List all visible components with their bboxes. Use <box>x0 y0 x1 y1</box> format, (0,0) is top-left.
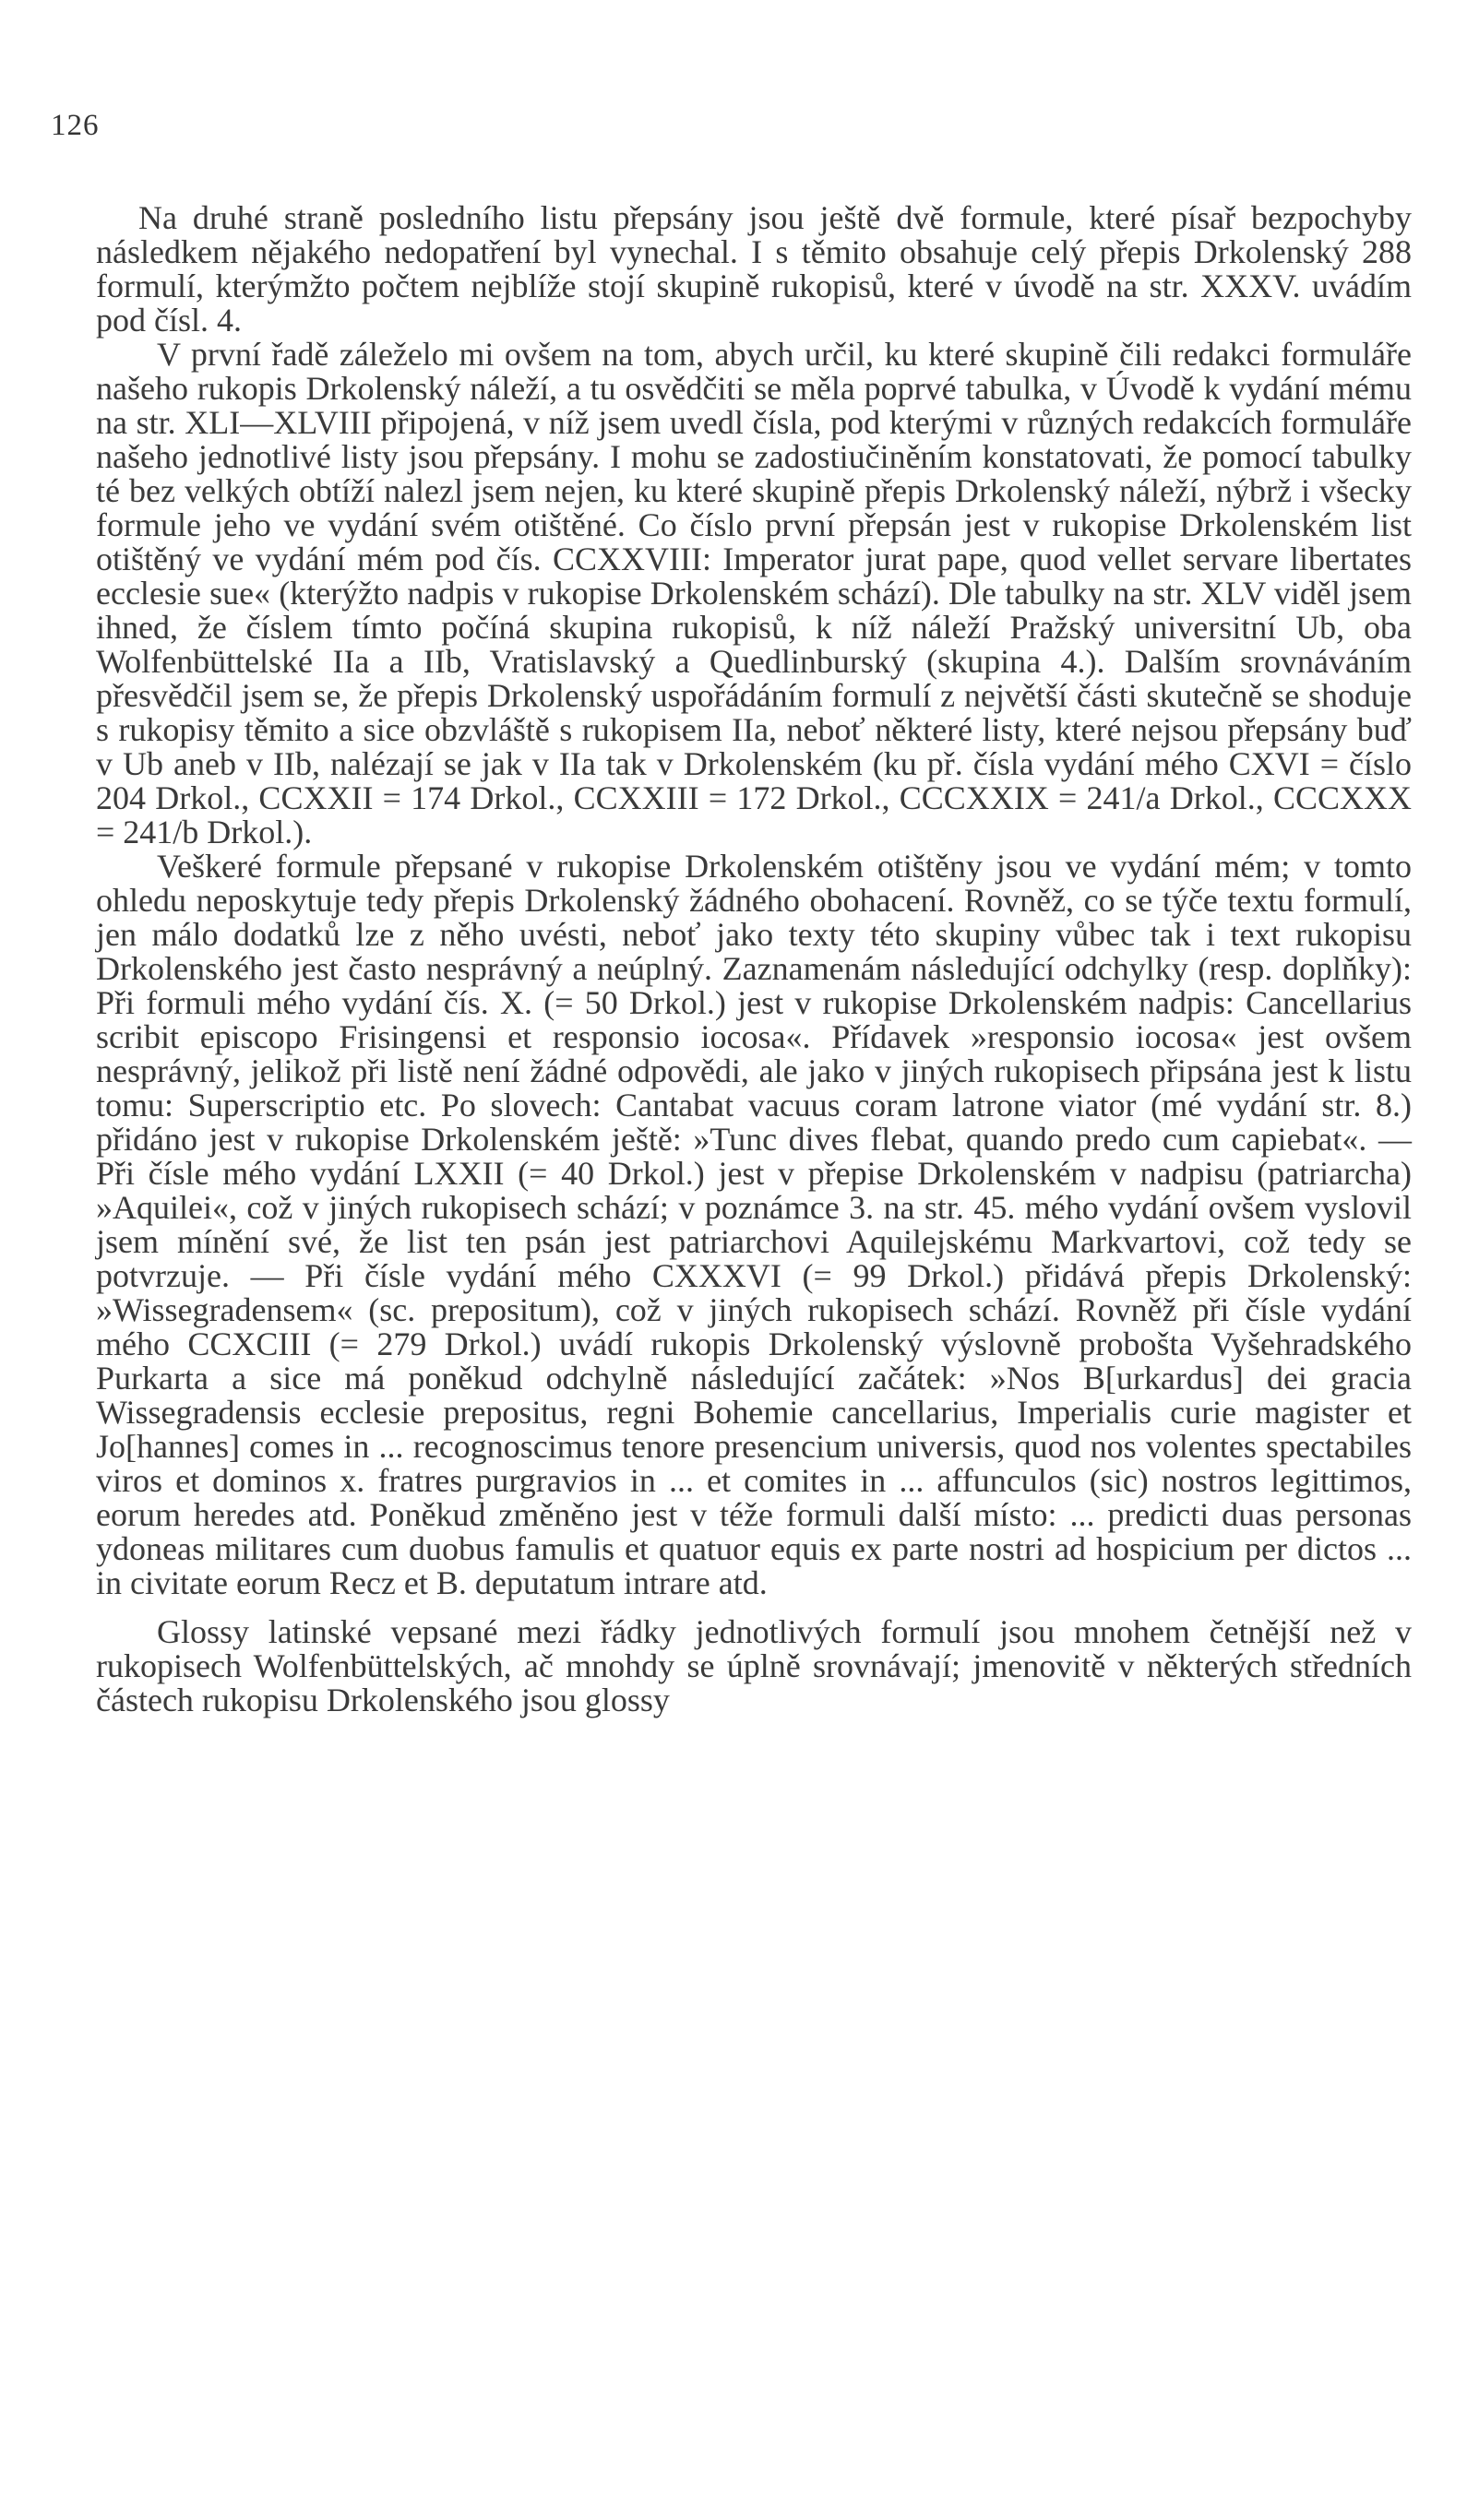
paragraph-3: Veškeré formule přepsané v rukopise Drkolenském otištěny jsou ve vydání mém; v tomto ohledu neposkytuje tedy přepis Drkolenský žádného obohacení. Rovněž, co se týče textu formulí, jen málo dodatků lze z něho uvésti, neboť jako texty této skupiny vůbec tak i text rukopisu Drkolenského jest často nesprávný a neúplný. Zaznamenám následující odchylky (resp. doplňky): Při formuli mého vydání čís. X. (= 50 Drkol.) jest v rukopise Drkolenském nadpis: Cancellarius scribit episcopo Frisingensi et responsio iocosa«. Přídavek »responsio iocosa« jest ovšem nesprávný, jelikož při listě není žádné odpovědi, ale jako v jiných rukopisech připsána jest k listu tomu: Superscriptio etc. Po slovech: Cantabat vacuus coram latrone viator (mé vydání str. 8.) přidáno jest v rukopise Drkolenském ještě: »Tunc dives flebat, quando predo cum capiebat«. — Při čísle mého vydání LXXII (= 40 Drkol.) jest v přepise Drkolenském v nadpisu (patriarcha) »Aquilei«, což v jiných rukopisech schází; v poznámce 3. na str. 45. mého vydání ovšem vyslovil jsem mínění své, že list ten psán jest patriarchovi Aquilejskému Markvartovi, což tedy se potvrzuje. — Při čísle vydání mého CXXXVI (= 99 Drkol.) přidává přepis Drkolenský: »Wissegradensem« (sc. prepositum), což v jiných rukopisech schází. Rovněž při čísle vydání mého CCXCIII (= 279 Drkol.) uvádí rukopis Drkolenský výslovně probošta Vyšehradského Purkarta a sice má poněkud odchylně následující začátek: »Nos B[urkardus] dei gracia Wissegradensis ecclesie prepositus, regni Bohemie cancellarius, Imperialis curie magister et Jo[hannes] comes in ... recognoscimus tenore presencium universis, quod nos volentes spectabiles viros et dominos x. fratres purgravios in ... et comites in ... affunculos (sic) nostros legittimos, eorum heredes atd. Poněkud změněno jest v téže formuli další místo: ... predicti duas personas ydoneas militares cum duobus famulis et quatuor equis ex parte nostri ad hospicium per dictos ... in civitate eorum Recz et B. deputatum intrare atd. <box>96 848 1412 1601</box>
paragraph-4: Glossy latinské vepsané mezi řádky jednotlivých formulí jsou mnohem četnější než v rukopisech Wolfenbüttelských, ač mnohdy se úplně srovnávají; jmenovitě v některých středních částech rukopisu Drkolenského jsou glossy <box>96 1613 1412 1718</box>
paragraph-1: Na druhé straně posledního listu přepsány jsou ještě dvě formule, které písař bezpochyby následkem nějakého nedopatření byl vynechal. I s těmito obsahuje celý přepis Drkolenský 288 formulí, kterýmžto počtem nejblíže stojí skupině rukopisů, které v úvodě na str. XXXV. uvádím pod čísl. 4. <box>96 199 1412 339</box>
body-text <box>96 201 1412 1718</box>
paragraph-2: V první řadě záleželo mi ovšem na tom, abych určil, ku které skupině čili redakci formuláře našeho rukopis Drkolenský náleží, a tu osvědčiti se měla poprvé tabulka, v Úvodě k vydání mému na str. XLI—XLVIII připojená, v níž jsem uvedl čísla, pod kterými v různých redakcích formuláře našeho jednotlivé listy jsou přepsány. I mohu se zadostiučiněním konstatovati, že pomocí tabulky té bez velkých obtíží nalezl jsem nejen, ku které skupině přepis Drkolenský náleží, nýbrž i všecky formule jeho ve vydání svém otištěné. Co číslo první přepsán jest v rukopise Drkolenském list otištěný ve vydání mém pod čís. CCXXVIII: Imperator jurat pape, quod vellet servare libertates ecclesie sue« (kterýžto nadpis v rukopise Drkolenském schází). Dle tabulky na str. XLV viděl jsem ihned, že číslem tímto počíná skupina rukopisů, k níž náleží Pražský universitní Ub, oba Wolfenbüttelské IIa a IIb, Vratislavský a Quedlinburský (skupina 4.). Dalším srovnáváním přesvědčil jsem se, že přepis Drkolenský uspořádáním formulí z největší části skutečně se shoduje s rukopisy těmito a sice obzvláště s rukopisem IIa, neboť některé listy, které nejsou přepsány buď v Ub aneb v IIb, nalézají se jak v IIa tak v Drkolenském (ku př. čísla vydání mého CXVI = číslo 204 Drkol., CCXXII = 174 Drkol., CCXXIII = 172 Drkol., CCCXXIX = 241/a Drkol., CCCXXX = 241/b Drkol.). <box>96 336 1412 850</box>
page-number: 126 <box>51 109 100 142</box>
